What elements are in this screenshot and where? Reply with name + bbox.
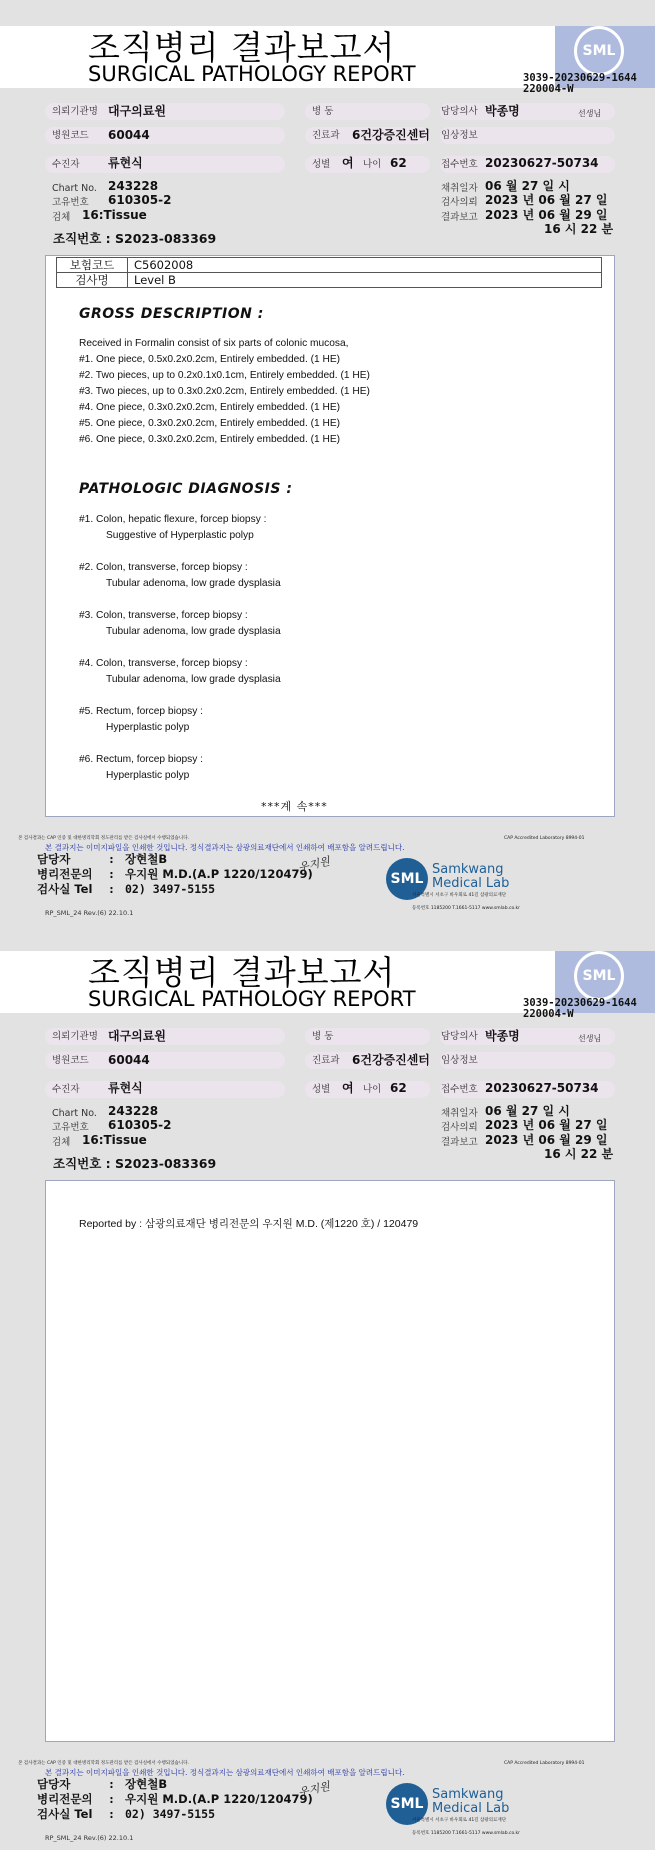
reported-by: Reported by : 삼광의료재단 병리전문의 우지원 M.D. (제1220 호) / 120479 <box>79 1218 419 1230</box>
specimen-number-value: S2023-083369 <box>115 1156 217 1171</box>
staff-colon: : <box>108 852 115 866</box>
lab-registration: 등록번호 1185200 T.1661-5117 www.smlab.co.kr <box>412 1831 521 1836</box>
ward-label: 병 동 <box>312 106 334 117</box>
specimen-label: 검체 <box>52 212 71 223</box>
doctor-suffix: 선생님 <box>578 109 602 118</box>
diagnosis-site: #6. Rectum, forcep biopsy : <box>79 754 204 765</box>
lab-name-1: Samkwang <box>432 1787 504 1802</box>
staff-colon: : <box>108 1777 115 1791</box>
sml-logo-icon: SML <box>574 26 624 76</box>
chart-value: 243228 <box>108 1104 159 1118</box>
report-date-value: 2023 년 06 월 29 일 <box>485 208 608 222</box>
gross-line: #5. One piece, 0.3x0.2x0.2cm, Entirely embedded. (1 HE) <box>79 418 341 429</box>
staff-value: 장현철B <box>125 852 168 866</box>
pathologist-colon: : <box>108 1792 115 1806</box>
tel-label: 검사실 Tel <box>37 882 93 896</box>
lab-address: 서울특별시 서초구 바우뫼로 41길 삼광의료재단 <box>412 1818 507 1823</box>
exam-value: Level B <box>128 273 602 288</box>
staff-label: 담당자 <box>37 852 71 866</box>
doctor-suffix: 선생님 <box>578 1034 602 1043</box>
cap-accreditation: CAP Accredited Laboratory 8994-01 <box>504 1761 585 1766</box>
samkwang-logo-icon: SML <box>386 1783 428 1825</box>
institution-label: 의뢰기관명 <box>52 106 98 117</box>
footer-notice: 본 결과지는 이미지파일을 인쇄한 것입니다. 정식결과지는 삼광의료재단에서 인쇄하여 배포함을 알려드립니다. <box>45 1768 405 1777</box>
report-time-value: 16 시 22 분 <box>544 1147 614 1161</box>
pathologist-signature: 우지원 <box>297 854 331 875</box>
hospital-code-label: 병원코드 <box>52 130 89 141</box>
insurance-value: C5602008 <box>128 258 602 273</box>
collect-value: 06 월 27 일 시 <box>485 1104 570 1118</box>
dept-value: 6건강증진센터 <box>352 128 430 142</box>
lab-registration: 등록번호 1185200 T.1661-5117 www.smlab.co.kr <box>412 906 521 911</box>
gross-line: #3. Two pieces, up to 0.3x0.2x0.2cm, Entirely embedded. (1 HE) <box>79 386 370 397</box>
request-value: 2023 년 06 월 27 일 <box>485 1118 608 1132</box>
pathologist-label: 병리전문의 <box>37 867 93 881</box>
footer-fineprint: 본 검사결과는 CAP 인증 및 대한병리학회 정도관리를 받은 검사실에서 수행되었습니다. <box>18 836 190 841</box>
report-page-2 <box>0 925 655 1850</box>
receipt-value: 20230627-50734 <box>485 1081 599 1095</box>
sex-label: 성별 <box>312 159 331 170</box>
table-row <box>57 258 602 273</box>
request-label: 검사의뢰 <box>441 197 478 208</box>
report-time-value: 16 시 22 분 <box>544 222 614 236</box>
pill-row3-left <box>45 156 285 173</box>
pill-row3-left <box>45 1081 285 1098</box>
specimen-value: 16:Tissue <box>82 208 147 222</box>
report-body <box>45 1180 615 1742</box>
title-korean: 조직병리 결과보고서 <box>88 953 396 992</box>
title-english: SURGICAL PATHOLOGY REPORT <box>88 62 416 86</box>
collect-value: 06 월 27 일 시 <box>485 179 570 193</box>
clinical-label: 임상정보 <box>441 130 478 141</box>
diagnosis-result: Tubular adenoma, low grade dysplasia <box>106 674 281 685</box>
unique-value: 610305-2 <box>108 1118 172 1132</box>
specimen-value: 16:Tissue <box>82 1133 147 1147</box>
footer-fineprint: 본 검사결과는 CAP 인증 및 대한병리학회 정도관리를 받은 검사실에서 수행되었습니다. <box>18 1761 190 1766</box>
doc-number-2: 220004-W <box>523 1008 574 1020</box>
staff-value: 장현철B <box>125 1777 168 1791</box>
patient-label: 수진자 <box>52 159 80 170</box>
collect-label: 채취일자 <box>441 1108 478 1119</box>
gross-title: GROSS DESCRIPTION : <box>79 306 264 322</box>
specimen-number-label: 조직번호 : <box>53 1156 111 1171</box>
insurance-label: 보험코드 <box>57 258 128 273</box>
doctor-label: 담당의사 <box>441 1031 478 1042</box>
dept-label: 진료과 <box>312 1055 340 1066</box>
diagnosis-result: Tubular adenoma, low grade dysplasia <box>106 578 281 589</box>
title-korean: 조직병리 결과보고서 <box>88 28 396 67</box>
patient-value: 류현식 <box>108 1081 143 1095</box>
age-label: 나이 <box>363 1084 382 1095</box>
lab-name-2: Medical Lab <box>432 876 510 891</box>
gross-line: #1. One piece, 0.5x0.2x0.2cm, Entirely embedded. (1 HE) <box>79 354 341 365</box>
tel-value: 02) 3497-5155 <box>125 882 216 896</box>
footer-notice: 본 결과지는 이미지파일을 인쇄한 것입니다. 정식결과지는 삼광의료재단에서 인쇄하여 배포함을 알려드립니다. <box>45 843 405 852</box>
clinical-label: 임상정보 <box>441 1055 478 1066</box>
age-value: 62 <box>390 156 407 170</box>
gross-line: #6. One piece, 0.3x0.2x0.2cm, Entirely embedded. (1 HE) <box>79 434 341 445</box>
diagnosis-site: #3. Colon, transverse, forcep biopsy : <box>79 610 248 621</box>
ward-label: 병 동 <box>312 1031 334 1042</box>
age-label: 나이 <box>363 159 382 170</box>
form-revision: RP_SML_24 Rev.(6) 22.10.1 <box>45 909 134 917</box>
age-value: 62 <box>390 1081 407 1095</box>
form-revision: RP_SML_24 Rev.(6) 22.10.1 <box>45 1834 134 1842</box>
institution-value: 대구의료원 <box>108 104 166 118</box>
doc-number-1: 3039-20230629-1644 <box>523 72 637 84</box>
staff-label: 담당자 <box>37 1777 71 1791</box>
lab-address: 서울특별시 서초구 바우뫼로 41길 삼광의료재단 <box>412 893 507 898</box>
specimen-label: 검체 <box>52 1137 71 1148</box>
specimen-number <box>53 229 216 247</box>
chart-label: Chart No. <box>52 183 97 194</box>
report-date-value: 2023 년 06 월 29 일 <box>485 1133 608 1147</box>
receipt-value: 20230627-50734 <box>485 156 599 170</box>
doc-number-2: 220004-W <box>523 83 574 95</box>
report-label: 결과보고 <box>441 1137 478 1148</box>
tel-colon: : <box>108 882 115 896</box>
table-row <box>57 273 602 288</box>
doctor-value: 박종명 <box>485 1029 520 1043</box>
gross-line: Received in Formalin consist of six parts of colonic mucosa, <box>79 338 349 349</box>
hospital-code-value: 60044 <box>108 1053 150 1067</box>
doctor-value: 박종명 <box>485 104 520 118</box>
diagnosis-site: #1. Colon, hepatic flexure, forcep biopsy : <box>79 514 267 525</box>
sex-value: 여 <box>342 156 354 170</box>
request-value: 2023 년 06 월 27 일 <box>485 193 608 207</box>
collect-label: 채취일자 <box>441 183 478 194</box>
hospital-code-value: 60044 <box>108 128 150 142</box>
tel-value: 02) 3497-5155 <box>125 1807 216 1821</box>
cap-accreditation: CAP Accredited Laboratory 8994-01 <box>504 836 585 841</box>
diagnosis-result: Suggestive of Hyperplastic polyp <box>106 530 254 541</box>
hospital-code-label: 병원코드 <box>52 1055 89 1066</box>
samkwang-logo-icon: SML <box>386 858 428 900</box>
unique-value: 610305-2 <box>108 193 172 207</box>
doctor-label: 담당의사 <box>441 106 478 117</box>
gross-line: #2. Two pieces, up to 0.2x0.1x0.1cm, Entirely embedded. (1 HE) <box>79 370 370 381</box>
unique-label: 고유번호 <box>52 197 89 208</box>
chart-label: Chart No. <box>52 1108 97 1119</box>
sex-label: 성별 <box>312 1084 331 1095</box>
lab-name-1: Samkwang <box>432 862 504 877</box>
title-english: SURGICAL PATHOLOGY REPORT <box>88 987 416 1011</box>
pathologist-signature: 우지원 <box>297 1779 331 1800</box>
request-label: 검사의뢰 <box>441 1122 478 1133</box>
diagnosis-result: Hyperplastic polyp <box>106 722 190 733</box>
pathologist-label: 병리전문의 <box>37 1792 93 1806</box>
report-body <box>45 255 615 817</box>
pathologist-colon: : <box>108 867 115 881</box>
exam-info-table <box>56 257 602 288</box>
patient-label: 수진자 <box>52 1084 80 1095</box>
sml-logo-icon: SML <box>574 951 624 1001</box>
diagnosis-site: #5. Rectum, forcep biopsy : <box>79 706 204 717</box>
institution-value: 대구의료원 <box>108 1029 166 1043</box>
doc-number-1: 3039-20230629-1644 <box>523 997 637 1009</box>
specimen-number-value: S2023-083369 <box>115 231 217 246</box>
exam-label: 검사명 <box>57 273 128 288</box>
receipt-label: 접수번호 <box>441 1084 478 1095</box>
diagnosis-title: PATHOLOGIC DIAGNOSIS : <box>79 481 293 497</box>
dept-label: 진료과 <box>312 130 340 141</box>
gross-line: #4. One piece, 0.3x0.2x0.2cm, Entirely embedded. (1 HE) <box>79 402 341 413</box>
specimen-number <box>53 1154 216 1172</box>
diagnosis-result: Hyperplastic polyp <box>106 770 190 781</box>
report-label: 결과보고 <box>441 212 478 223</box>
pathologist-value: 우지원 M.D.(A.P 1220/120479) <box>125 867 313 881</box>
institution-label: 의뢰기관명 <box>52 1031 98 1042</box>
pathologist-value: 우지원 M.D.(A.P 1220/120479) <box>125 1792 313 1806</box>
sex-value: 여 <box>342 1081 354 1095</box>
patient-value: 류현식 <box>108 156 143 170</box>
dept-value: 6건강증진센터 <box>352 1053 430 1067</box>
diagnosis-result: Tubular adenoma, low grade dysplasia <box>106 626 281 637</box>
diagnosis-site: #4. Colon, transverse, forcep biopsy : <box>79 658 248 669</box>
specimen-number-label: 조직번호 : <box>53 231 111 246</box>
continued-marker: ***계 속*** <box>261 800 328 813</box>
diagnosis-site: #2. Colon, transverse, forcep biopsy : <box>79 562 248 573</box>
chart-value: 243228 <box>108 179 159 193</box>
tel-colon: : <box>108 1807 115 1821</box>
unique-label: 고유번호 <box>52 1122 89 1133</box>
receipt-label: 접수번호 <box>441 159 478 170</box>
lab-name-2: Medical Lab <box>432 1801 510 1816</box>
tel-label: 검사실 Tel <box>37 1807 93 1821</box>
